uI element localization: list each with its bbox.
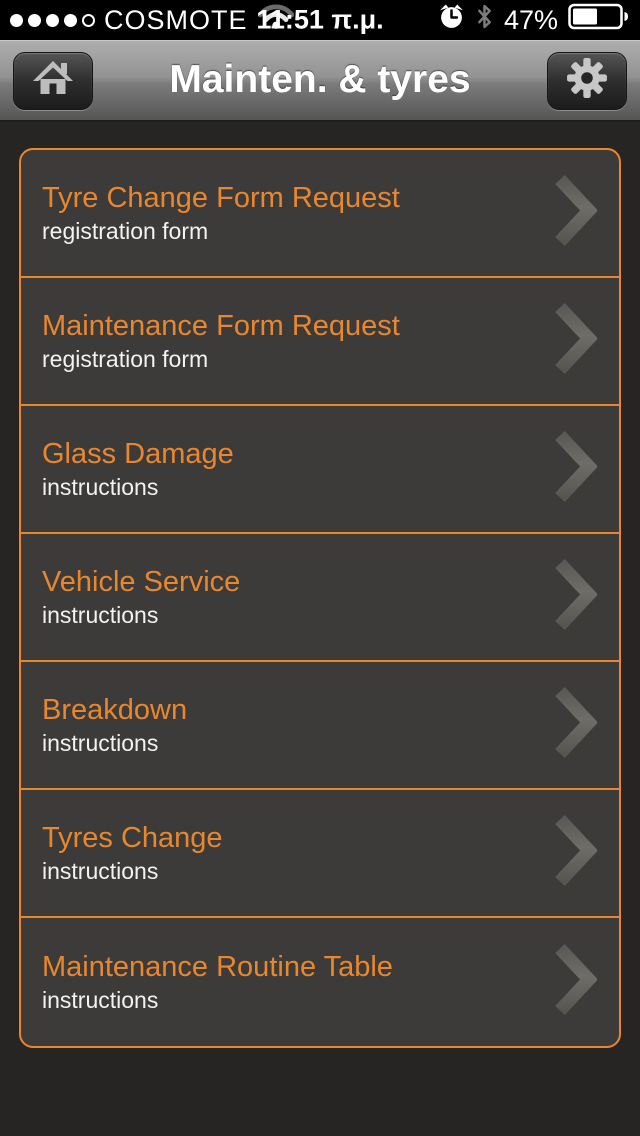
list-item-tyre-change-form[interactable] — [21, 150, 619, 278]
list-item-subtitle: instructions — [42, 857, 159, 884]
list-item-subtitle: instructions — [42, 729, 159, 756]
home-button[interactable] — [13, 52, 93, 110]
battery-percent-label: 47% — [503, 4, 558, 35]
list-item-breakdown[interactable] — [21, 662, 619, 790]
status-bar — [0, 0, 640, 40]
chevron-right-icon — [551, 430, 597, 509]
chevron-right-icon — [551, 686, 597, 765]
clock-label: 11:51 π.μ. — [256, 4, 384, 35]
chevron-right-icon — [551, 302, 597, 381]
list-item-title: Breakdown — [42, 693, 188, 726]
list-item-title: Glass Damage — [42, 437, 234, 470]
chevron-right-icon — [551, 174, 597, 253]
list-item-glass-damage[interactable] — [21, 406, 619, 534]
home-icon — [32, 60, 74, 101]
nav-bar — [0, 40, 640, 122]
chevron-right-icon — [551, 558, 597, 637]
bluetooth-icon — [475, 3, 494, 37]
chevron-right-icon — [551, 814, 597, 893]
list-item-vehicle-service[interactable] — [21, 534, 619, 662]
list-item-subtitle: instructions — [42, 986, 159, 1013]
list-item-subtitle: registration form — [42, 345, 209, 372]
battery-icon — [568, 3, 630, 37]
chevron-right-icon — [551, 943, 597, 1022]
list-item-title: Tyres Change — [42, 821, 223, 854]
menu-list — [19, 148, 621, 1048]
carrier-label: COSMOTE — [104, 4, 248, 35]
list-item-subtitle: instructions — [42, 601, 159, 628]
list-item-maintenance-form[interactable] — [21, 278, 619, 406]
list-item-title: Vehicle Service — [42, 565, 241, 598]
list-item-title: Tyre Change Form Request — [42, 181, 400, 214]
list-item-tyres-change[interactable] — [21, 790, 619, 918]
page-title: Mainten. & tyres — [169, 57, 471, 101]
settings-button[interactable] — [547, 52, 627, 110]
list-item-subtitle: instructions — [42, 473, 159, 500]
gear-icon — [566, 57, 608, 104]
list-item-maintenance-routine-table[interactable] — [21, 918, 619, 1046]
list-item-title: Maintenance Form Request — [42, 309, 400, 342]
alarm-icon — [438, 3, 465, 37]
list-item-title: Maintenance Routine Table — [42, 950, 393, 983]
list-item-subtitle: registration form — [42, 217, 209, 244]
cell-signal-icon — [10, 14, 95, 27]
